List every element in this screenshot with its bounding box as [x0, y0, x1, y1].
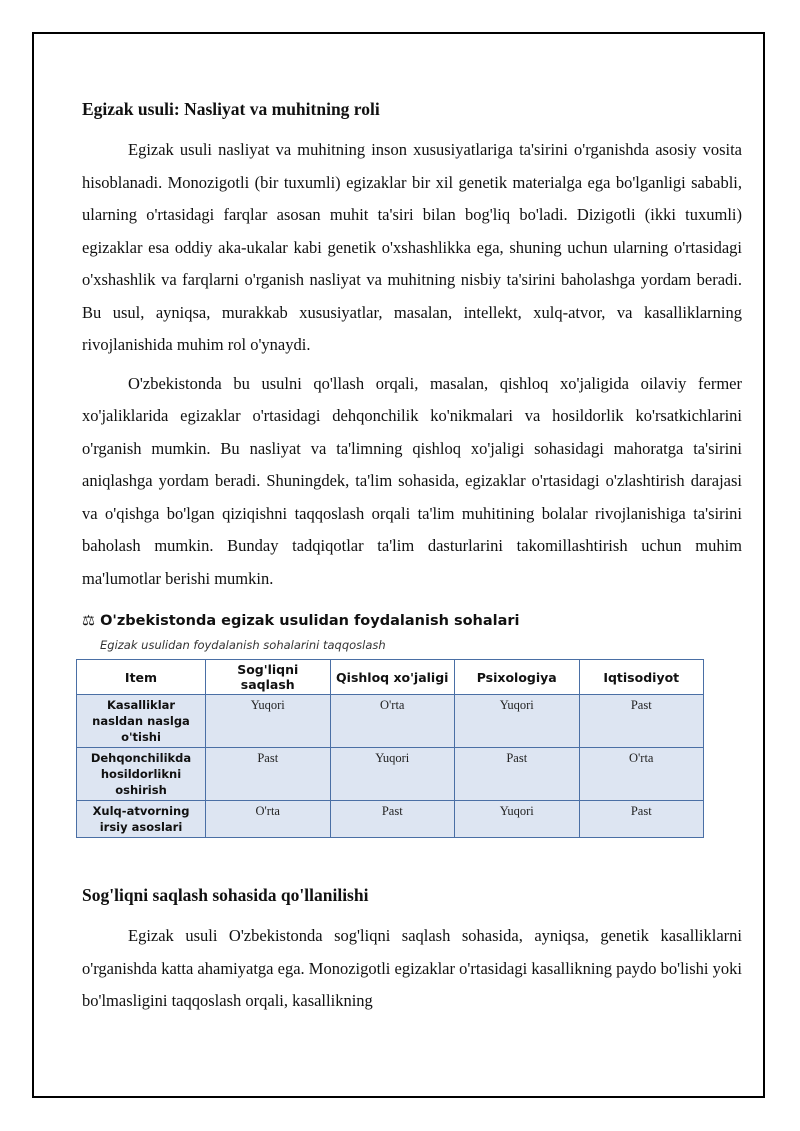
table-cell: Past	[330, 801, 455, 838]
table-heading	[82, 611, 742, 631]
table-cell: O'rta	[330, 695, 455, 748]
paragraph-2: O'zbekistonda bu usulni qo'llash orqali, masalan, qishloq xo'jaligida oilaviy fermer xo'jaliklarida egizaklar o'rtasidagi dehqonchilik ko'nikmalari va hosildorlik ko'rsatkichlarini o'rganish mumkin. Bu nasliyat va ta'limning qishloq xo'jaligi sohasidagi mahoratga ta'sirini aniqlashga yordam beradi. Shuningdek, ta'lim sohasida, egizaklar o'rtasidagi o'zlashtirish darajasi va o'qishga bo'lgan qiziqishni taqqoslash orqali ta'lim muhitining bolalar rivojlanishiga ta'sirini baholash mumkin. Bunday tadqiqotlar ta'lim dasturlarini takomillashtirish uchun muhim ma'lumotlar berishi mumkin.	[82, 373, 742, 588]
table-heading-text: O'zbekistonda egizak usulidan foydalanish sohalari	[100, 613, 520, 629]
table-cell: Yuqori	[455, 801, 580, 838]
document-content	[82, 96, 742, 1024]
section-title-twin-method: Egizak usuli: Nasliyat va muhitning roli	[82, 99, 380, 119]
table-row	[77, 695, 704, 748]
comparison-table	[76, 659, 704, 838]
paragraph-1: Egizak usuli nasliyat va muhitning inson xususiyatlariga ta'sirini o'rganishda asosiy vosita hisoblanadi. Monozigotli (bir tuxumli) egizaklar bir xil genetik materialga ega bo'lganligi sababli, ularning o'rtasidagi farqlar asosan muhit ta'siri bilan bog'liq bo'ladi. Dizigotli (ikki tuxumli) egizaklar esa oddiy aka-ukalar kabi genetik o'xshashlikka ega, shuning uchun ularning o'rtasidagi o'xshashlik va farqlarni o'rganish nasliyat va muhitning nisbiy ta'sirini baholashga yordam beradi. Bu usul, ayniqsa, murakkab xususiyatlar, masalan, intellekt, xulq-atvor, va kasalliklarning rivojlanishida muhim rol o'ynaydi.	[82, 140, 742, 354]
table-cell: Yuqori	[206, 695, 331, 748]
table-cell: Past	[455, 748, 580, 801]
paragraph-3: Egizak usuli O'zbekistonda sog'liqni saqlash sohasida, ayniqsa, genetik kasalliklarni o'rganishda katta ahamiyatga ega. Monozigotli egizaklar o'rtasidagi kasallikning paydo bo'lishi yoki bo'lmasligini taqqoslash orqali, kasallikning	[82, 926, 742, 1010]
table-cell: O'rta	[579, 748, 704, 801]
column-header: Item	[77, 660, 206, 695]
table-row	[77, 748, 704, 801]
table-cell: Yuqori	[330, 748, 455, 801]
row-header: Kasalliklar nasldan naslga o'tishi	[77, 695, 206, 748]
table-cell: O'rta	[206, 801, 331, 838]
column-header: Iqtisodiyot	[579, 660, 704, 695]
table-caption: Egizak usulidan foydalanish sohalarini taqqoslash	[100, 638, 386, 652]
table-cell: Past	[206, 748, 331, 801]
column-header: Qishloq xo'jaligi	[330, 660, 455, 695]
table-cell: Past	[579, 695, 704, 748]
table-header-row	[77, 660, 704, 695]
column-header: Psixologiya	[455, 660, 580, 695]
balance-scale-icon: ⚖	[82, 613, 95, 629]
row-header: Dehqonchilikda hosildorlikni oshirish	[77, 748, 206, 801]
table-cell: Past	[579, 801, 704, 838]
table-row	[77, 801, 704, 838]
row-header: Xulq-atvorning irsiy asoslari	[77, 801, 206, 838]
column-header: Sog'liqni saqlash	[206, 660, 331, 695]
table-cell: Yuqori	[455, 695, 580, 748]
section-title-healthcare: Sog'liqni saqlash sohasida qo'llanilishi	[82, 885, 369, 905]
